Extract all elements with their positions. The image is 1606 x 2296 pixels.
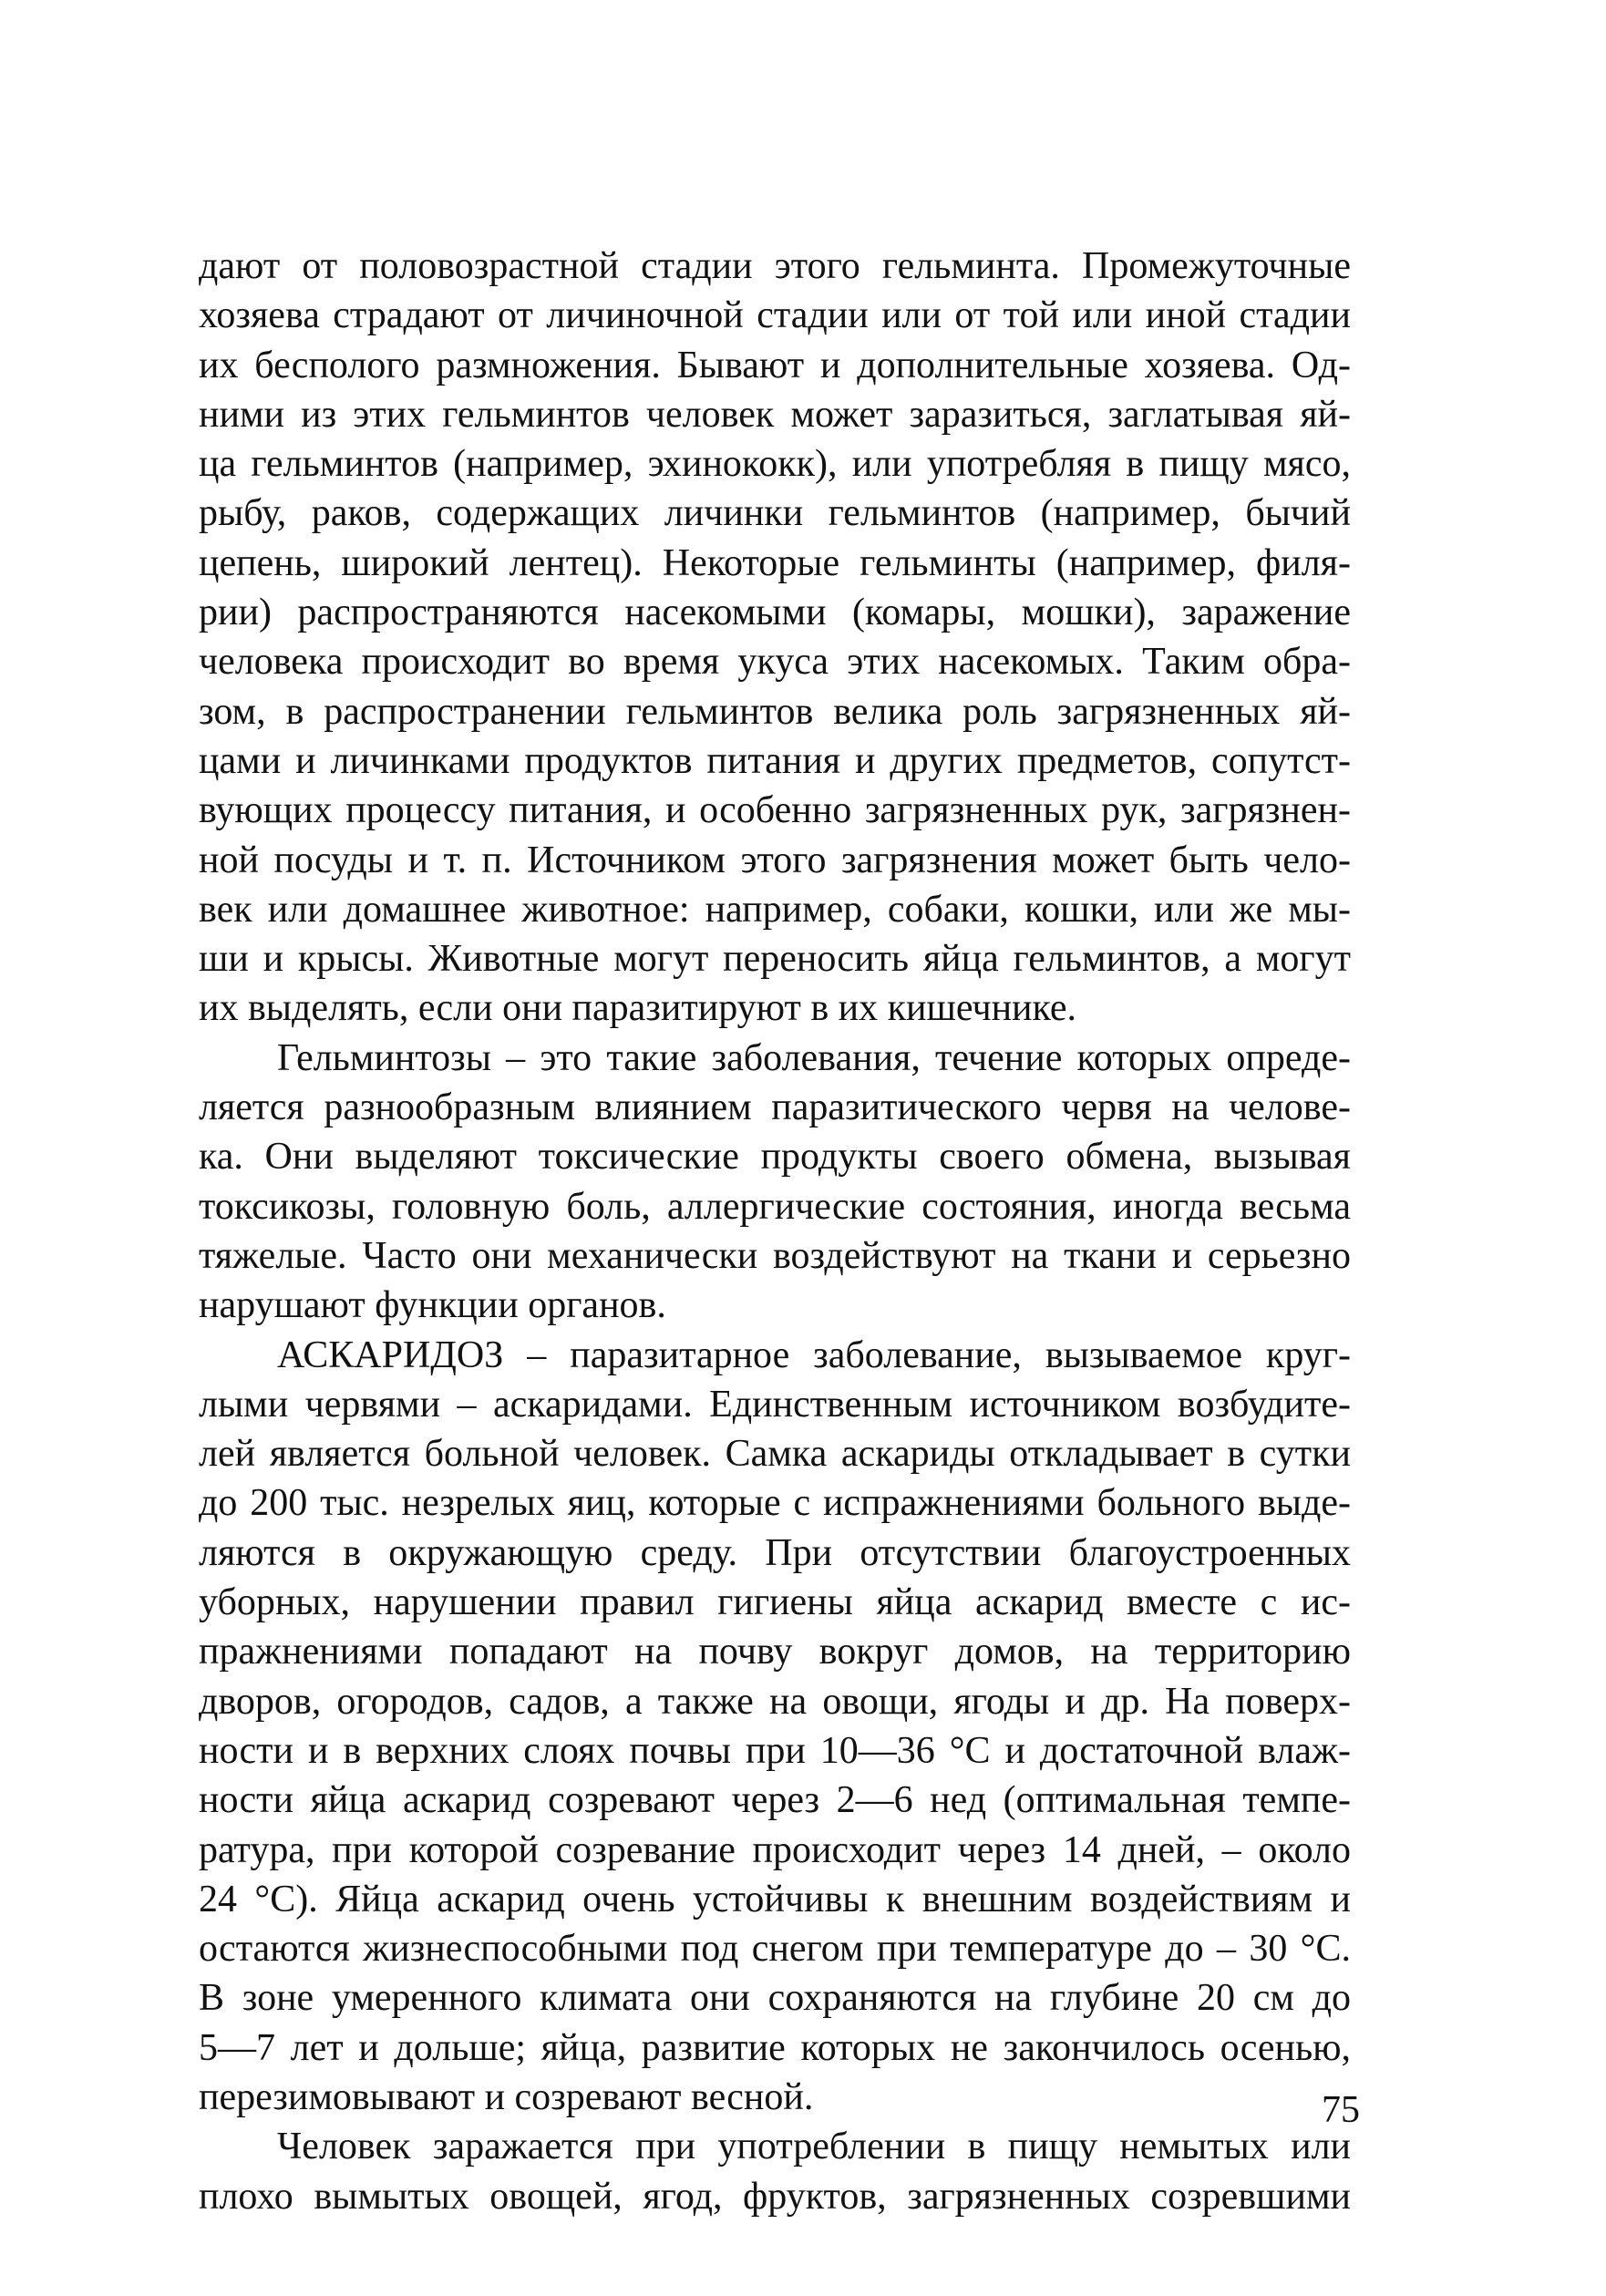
text-line: век или домашнее животное: например, собаки, кошки, или же мы-: [199, 888, 1351, 931]
text-line: зом, в распространении гельминтов велика роль загрязненных яй-: [199, 690, 1351, 733]
text-line: до 200 тыс. незрелых яиц, которые с испражнениями больного выде-: [199, 1482, 1351, 1525]
text-line: ши и крысы. Животные могут переносить яйца гельминтов, а могут: [199, 938, 1351, 981]
text-line: ка. Они выделяют токсические продукты своего обмена, вызывая: [199, 1136, 1351, 1179]
text-line: уборных, нарушении правил гигиены яйца аскарид вместе с ис-: [199, 1581, 1351, 1624]
text-line: ной посуды и т. п. Источником этого загрязнения может быть чело-: [199, 839, 1351, 881]
text-line: ними из этих гельминтов человек может заразиться, заглатывая яй-: [199, 393, 1351, 436]
text-line: хозяева страдают от личиночной стадии или от той или иной стадии: [199, 294, 1351, 337]
text-line: лыми червями – аскаридами. Единственным источником возбудите-: [199, 1383, 1351, 1426]
text-line: пражнениями попадают на почву вокруг домов, на территорию: [199, 1631, 1351, 1673]
text-line: тяжелые. Часто они механически воздействуют на ткани и серьезно: [199, 1234, 1351, 1277]
text-line: дворов, огородов, садов, а также на овощи, ягоды и др. На поверх-: [199, 1680, 1351, 1723]
text-line: перезимовывают и созревают весной.: [199, 2075, 814, 2118]
text-line: ности и в верхних слоях почвы при 10—36 °С и достаточной влаж-: [199, 1729, 1351, 1772]
text-line: Гельминтозы – это такие заболевания, течение которых опреде-: [277, 1036, 1351, 1079]
text-line: Человек заражается при употреблении в пищу немытых или: [277, 2126, 1351, 2168]
text-line: токсикозы, головную боль, аллергические состояния, иногда весьма: [199, 1185, 1351, 1228]
text-line: плохо вымытых овощей, ягод, фруктов, загрязненных созревшими: [199, 2175, 1351, 2218]
text-line: цами и личинками продуктов питания и других предметов, сопутст-: [199, 739, 1351, 782]
text-line: дают от половозрастной стадии этого гельминта. Промежуточные: [199, 245, 1351, 287]
text-line: рии) распространяются насекомыми (комары, мошки), заражение: [199, 592, 1351, 634]
text-line: ляется разнообразным влиянием паразитического червя на челове-: [199, 1086, 1351, 1129]
page-number: 75: [1322, 2089, 1360, 2131]
text-line: ца гельминтов (например, эхинококк), или употребляя в пищу мясо,: [199, 443, 1351, 486]
text-line: В зоне умеренного климата они сохраняются на глубине 20 см до: [199, 1977, 1351, 2020]
text-line: 5—7 лет и дольше; яйца, развитие которых не закончилось осенью,: [199, 2026, 1351, 2069]
text-line: их выделять, если они паразитируют в их кишечнике.: [199, 987, 1077, 1030]
text-line: лей является больной человек. Самка аскариды откладывает в сутки: [199, 1433, 1351, 1476]
text-line: рыбу, раков, содержащих личинки гельминтов (например, бычий: [199, 492, 1351, 535]
text-line: цепень, широкий лентец). Некоторые гельминты (например, филя-: [199, 541, 1351, 584]
text-line: человека происходит во время укуса этих насекомых. Таким обра-: [199, 641, 1351, 684]
text-line: ратура, при которой созревание происходит через 14 дней, – около: [199, 1828, 1351, 1871]
text-line: АСКАРИДОЗ – паразитарное заболевание, вызываемое круг-: [277, 1333, 1351, 1376]
text-line: вующих процессу питания, и особенно загрязненных рук, загрязнен-: [199, 789, 1351, 832]
text-line: остаются жизнеспособными под снегом при температуре до – 30 °С.: [199, 1928, 1351, 1971]
text-line: 24 °С). Яйца аскарид очень устойчивы к внешним воздействиям и: [199, 1878, 1351, 1920]
text-line: их бесполого размножения. Бывают и дополнительные хозяева. Од-: [199, 344, 1351, 386]
text-line: ляются в окружающую среду. При отсутствии благоустроенных: [199, 1531, 1351, 1574]
text-line: нарушают функции органов.: [199, 1284, 666, 1327]
text-line: ности яйца аскарид созревают через 2—6 нед (оптимальная темпе-: [199, 1779, 1351, 1822]
body-text: [199, 242, 1351, 2221]
